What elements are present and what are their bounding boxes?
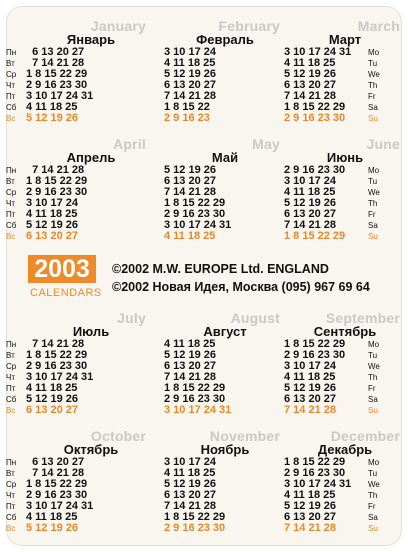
sunday-row: 2 9 16 23	[164, 112, 210, 124]
month-january	[6, 18, 154, 130]
month-march	[282, 20, 408, 130]
week-row: 3 10 17 24	[164, 46, 216, 58]
week-row: 6 13 20 27	[284, 79, 336, 91]
sunday-row: 3 10 17 24 31	[164, 404, 232, 416]
weekday-label: Чт	[6, 199, 15, 208]
weekday-label: Ср	[6, 480, 17, 489]
week-row: 4 11 18 25	[284, 489, 336, 501]
month-august	[162, 312, 288, 422]
month-september	[282, 312, 408, 422]
week-row: 2 9 16 23 30	[284, 349, 346, 361]
month-name-en: October	[90, 428, 146, 444]
weekday-label: Th	[368, 81, 378, 90]
month-november	[162, 430, 288, 540]
week-row: 3 10 17 24	[284, 175, 336, 187]
week-row: 6 13 20 27	[284, 511, 336, 523]
week-row: 4 11 18 25	[284, 371, 336, 383]
weekday-label: Fr	[368, 92, 376, 101]
copyright-line-2: ©2002 Новая Идея, Москва (095) 967 69 64	[112, 280, 370, 294]
weekday-label: Пн	[6, 48, 17, 57]
sunday-row: 5 12 19 26	[26, 112, 78, 124]
weekday-label: Пт	[6, 92, 16, 101]
sunday-row: 6 13 20 27	[26, 404, 78, 416]
week-row: 6 13 20 27	[26, 46, 85, 58]
weekday-label: Вт	[6, 59, 15, 68]
week-row: 2 9 16 23 30	[284, 164, 346, 176]
sunday-row: 2 9 16 23 30	[284, 112, 346, 124]
week-row: 6 13 20 27	[164, 360, 216, 372]
weekday-label: Вт	[6, 177, 15, 186]
week-row: 3 10 17 24	[284, 360, 336, 372]
week-row: 5 12 19 26	[26, 219, 78, 231]
week-row: 6 13 20 27	[164, 489, 216, 501]
week-row: 5 12 19 26	[284, 500, 336, 512]
weekday-label: Вс	[6, 406, 16, 415]
year-logo: 2003	[28, 255, 96, 283]
day-grid	[164, 339, 264, 416]
day-grid	[284, 457, 384, 534]
weekday-label: Вс	[6, 524, 16, 533]
weekday-label: Th	[368, 199, 378, 208]
month-october	[6, 428, 154, 540]
week-row: 4 11 18 25	[26, 511, 78, 523]
week-row: 6 13 20 27	[164, 79, 216, 91]
week-row: 2 9 16 23 30	[26, 360, 88, 372]
month-name-ru: Январь	[66, 32, 116, 47]
month-name-ru: Октябрь	[63, 442, 119, 457]
weekday-label: Fr	[368, 210, 376, 219]
weekday-label: Su	[368, 232, 378, 241]
week-row: 5 12 19 26	[26, 393, 78, 405]
weekday-labels-ru	[6, 165, 28, 242]
day-grid	[284, 339, 384, 416]
week-row: 2 9 16 23 30	[164, 393, 226, 405]
month-name-ru: Декабрь	[317, 442, 373, 457]
month-name-en: February	[218, 18, 280, 34]
weekday-label: Вс	[6, 114, 16, 123]
sunday-row: 2 9 16 23 30	[164, 522, 226, 534]
sunday-row: 5 12 19 26	[26, 522, 78, 534]
month-june	[282, 138, 408, 248]
day-grid	[26, 457, 126, 534]
month-name-ru: Август	[203, 324, 247, 339]
weekday-label: Ср	[6, 188, 17, 197]
week-row: 1 8 15 22 29	[164, 197, 226, 209]
month-february	[162, 20, 288, 130]
weekday-label: Th	[368, 373, 378, 382]
week-row: 6 13 20 27	[26, 456, 85, 468]
week-row: 5 12 19 26	[164, 478, 216, 490]
week-row: 3 10 17 24	[164, 456, 216, 468]
week-row: 4 11 18 25	[26, 208, 78, 220]
weekday-label: Сб	[6, 395, 17, 404]
month-name-ru: Июль	[72, 324, 110, 339]
weekday-label: Пт	[6, 210, 16, 219]
copyright-line-1: ©2002 M.W. EUROPE Ltd. ENGLAND	[112, 262, 329, 276]
week-row: 7 14 21 28	[164, 186, 216, 198]
week-row: 3 10 17 24	[26, 197, 78, 209]
month-name-en: January	[90, 18, 146, 34]
month-name-en: August	[230, 310, 280, 326]
month-may	[162, 138, 288, 248]
week-row: 1 8 15 22 29	[26, 349, 88, 361]
week-row: 5 12 19 26	[284, 68, 336, 80]
weekday-label: We	[368, 70, 380, 79]
weekday-label: Сб	[6, 221, 17, 230]
day-grid	[26, 165, 126, 242]
month-name-ru: Май	[211, 150, 239, 165]
month-name-en: July	[117, 310, 146, 326]
month-july	[6, 310, 154, 422]
weekday-label: Mo	[368, 458, 380, 467]
week-row: 7 14 21 28	[164, 90, 216, 102]
weekday-label: Sa	[368, 513, 378, 522]
week-row: 3 10 17 24 31	[26, 90, 94, 102]
weekday-label: Вт	[6, 469, 15, 478]
week-row: 6 13 20 27	[284, 208, 336, 220]
day-grid	[164, 165, 264, 242]
week-row: 7 14 21 28	[26, 57, 85, 69]
week-row: 2 9 16 23 30	[26, 489, 88, 501]
weekday-label: Пн	[6, 458, 17, 467]
month-name-ru: Март	[328, 32, 362, 47]
weekday-label: Чт	[6, 491, 15, 500]
weekday-label: Tu	[368, 469, 378, 478]
day-grid	[26, 47, 126, 124]
week-row: 1 8 15 22 29	[26, 175, 88, 187]
weekday-labels-ru	[6, 457, 28, 534]
sunday-row: 7 14 21 28	[284, 522, 336, 534]
weekday-label: Sa	[368, 221, 378, 230]
month-name-en: May	[252, 136, 280, 152]
month-name-ru: Сентябрь	[313, 324, 377, 339]
weekday-label: Вт	[6, 351, 15, 360]
sunday-row: 6 13 20 27	[26, 230, 78, 242]
month-name-ru: Июнь	[326, 150, 364, 165]
weekday-label: Su	[368, 524, 378, 533]
week-row: 4 11 18 25	[164, 467, 216, 479]
month-name-ru: Апрель	[66, 150, 116, 165]
week-row: 4 11 18 25	[164, 57, 216, 69]
weekday-labels-ru	[6, 339, 28, 416]
week-row: 1 8 15 22 29	[284, 456, 346, 468]
month-april	[6, 136, 154, 248]
week-row: 7 14 21 28	[164, 371, 216, 383]
calendars-label: CALENDARS	[30, 287, 102, 299]
weekday-label: Сб	[6, 513, 17, 522]
weekday-label: Чт	[6, 373, 15, 382]
week-row: 5 12 19 26	[164, 68, 216, 80]
month-name-en: April	[113, 136, 146, 152]
weekday-label: Вс	[6, 232, 16, 241]
week-row: 4 11 18 25	[164, 338, 216, 350]
sunday-row: 7 14 21 28	[284, 404, 336, 416]
weekday-label: Tu	[368, 59, 378, 68]
month-name-ru: Февраль	[196, 32, 254, 47]
week-row: 1 8 15 22 29	[26, 478, 88, 490]
weekday-label: Mo	[368, 166, 380, 175]
week-row: 1 8 15 22	[164, 101, 210, 113]
weekday-label: We	[368, 480, 380, 489]
weekday-label: Fr	[368, 384, 376, 393]
week-row: 5 12 19 26	[164, 164, 216, 176]
day-grid	[26, 339, 126, 416]
weekday-label: We	[368, 362, 380, 371]
weekday-label: Ср	[6, 70, 17, 79]
weekday-label: Mo	[368, 48, 380, 57]
week-row: 7 14 21 28	[26, 467, 85, 479]
week-row: 2 9 16 23 30	[26, 186, 88, 198]
weekday-label: Su	[368, 114, 378, 123]
weekday-labels-ru	[6, 47, 28, 124]
weekday-label: Su	[368, 406, 378, 415]
week-row: 7 14 21 28	[26, 164, 85, 176]
week-row: 4 11 18 25	[26, 101, 78, 113]
weekday-label: Ср	[6, 362, 17, 371]
week-row: 6 13 20 27	[164, 175, 216, 187]
week-row: 1 8 15 22 29	[284, 338, 346, 350]
weekday-label: Пт	[6, 502, 16, 511]
weekday-label: Th	[368, 491, 378, 500]
weekday-label: Mo	[368, 340, 380, 349]
weekday-label: Fr	[368, 502, 376, 511]
weekday-label: Пн	[6, 340, 17, 349]
week-row: 1 8 15 22 29	[26, 68, 88, 80]
month-name-ru: Ноябрь	[200, 442, 250, 457]
week-row: 1 8 15 22 29	[164, 382, 226, 394]
week-row: 4 11 18 25	[284, 57, 336, 69]
week-row: 3 10 17 24 31	[164, 219, 232, 231]
month-name-en: June	[366, 136, 400, 152]
month-name-en: September	[325, 310, 400, 326]
sunday-row: 4 11 18 25	[164, 230, 216, 242]
weekday-label: Сб	[6, 103, 17, 112]
day-grid	[164, 47, 264, 124]
week-row: 5 12 19 26	[284, 382, 336, 394]
weekday-label: Tu	[368, 351, 378, 360]
week-row: 6 13 20 27	[284, 393, 336, 405]
week-row: 7 14 21 28	[284, 90, 336, 102]
day-grid	[284, 165, 384, 242]
weekday-label: Пн	[6, 166, 17, 175]
weekday-label: Sa	[368, 395, 378, 404]
week-row: 1 8 15 22 29	[284, 101, 346, 113]
day-grid	[284, 47, 384, 124]
month-december	[282, 430, 408, 540]
weekday-label: We	[368, 188, 380, 197]
week-row: 7 14 21 28	[284, 219, 336, 231]
week-row: 4 11 18 25	[284, 186, 336, 198]
week-row: 2 9 16 23 30	[284, 467, 346, 479]
weekday-label: Tu	[368, 177, 378, 186]
week-row: 2 9 16 23 30	[164, 208, 226, 220]
week-row: 3 10 17 24 31	[284, 478, 352, 490]
week-row: 5 12 19 26	[164, 349, 216, 361]
week-row: 7 14 21 28	[26, 338, 85, 350]
weekday-label: Sa	[368, 103, 378, 112]
week-row: 3 10 17 24 31	[26, 500, 94, 512]
month-name-en: March	[357, 18, 400, 34]
month-name-en: November	[209, 428, 280, 444]
weekday-label: Пт	[6, 384, 16, 393]
week-row: 4 11 18 25	[26, 382, 78, 394]
day-grid	[164, 457, 264, 534]
week-row: 7 14 21 28	[164, 500, 216, 512]
sunday-row: 1 8 15 22 29	[284, 230, 346, 242]
weekday-label: Чт	[6, 81, 15, 90]
week-row: 2 9 16 23 30	[26, 79, 88, 91]
week-row: 3 10 17 24 31	[284, 46, 352, 58]
week-row: 5 12 19 26	[284, 197, 336, 209]
week-row: 1 8 15 22 29	[164, 511, 226, 523]
month-name-en: December	[330, 428, 400, 444]
week-row: 3 10 17 24 31	[26, 371, 94, 383]
